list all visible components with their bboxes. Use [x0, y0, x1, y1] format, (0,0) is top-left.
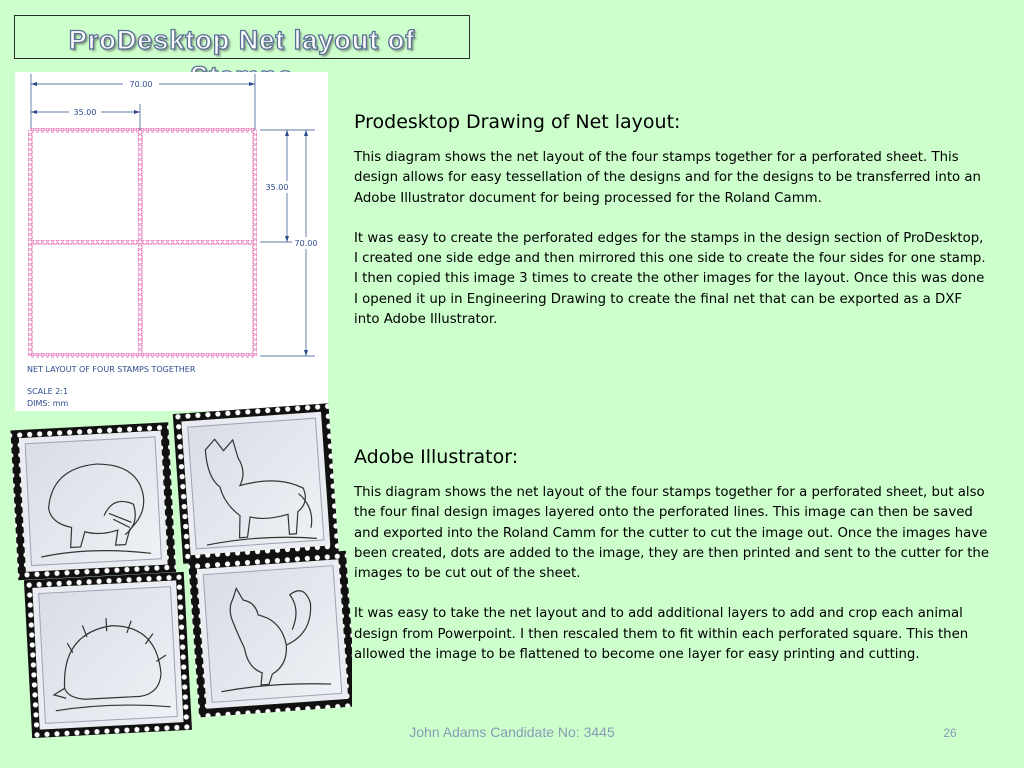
net-layout-drawing	[15, 72, 328, 411]
stamps-image	[8, 396, 352, 744]
perforation-grid	[28, 128, 257, 358]
page-number: 26	[943, 726, 957, 740]
dim-height-half: 35.00	[265, 183, 289, 192]
footer-candidate: John Adams Candidate No: 3445	[409, 724, 615, 740]
stamp-fox	[173, 403, 339, 564]
stamp-squirrel	[188, 551, 352, 718]
drawing-note-scale: SCALE 2:1	[27, 387, 69, 396]
section-illustrator	[354, 445, 990, 685]
stamp-hedgehog	[24, 572, 192, 738]
slide-title: ProDesktop Net layout of	[68, 25, 416, 55]
dim-height-total: 70.00	[294, 239, 318, 248]
section-illustrator-para1: This diagram shows the net layout of the four stamps together for a perforated sheet, but also the four final design images layered onto the perforated lines. This image can then be saved and exported into the Roland Camm for the cutter to cut the image out. Once the images have been created, dots are added to the image, they are then printed and sent to the cutter for the images to be cut out of the sheet.	[354, 485, 990, 582]
dim-width-total: 70.00	[129, 80, 153, 89]
dim-width-half: 35.00	[73, 108, 97, 117]
section-illustrator-para2: It was easy to take the net layout and to add additional layers to add and crop each animal design from Powerpoint. I then rescaled them to fit within each perforated square. This then allowed the image to be flattened to become one layer for easy printing and cutting.	[354, 606, 969, 663]
drawing-note-dims: DIMS: mm	[27, 399, 69, 408]
stamps-svg	[8, 396, 352, 744]
section-prodesktop-para1: This diagram shows the net layout of the four stamps together for a perforated sheet. This design allows for easy tessellation of the designs and for the designs to be transferred into an Adobe Illustrator document for being processed for the Roland Camm.	[354, 150, 981, 206]
section-prodesktop-heading: Prodesktop Drawing of Net layout:	[354, 111, 681, 133]
drawing-note-title: NET LAYOUT OF FOUR STAMPS TOGETHER	[27, 365, 196, 374]
net-layout-svg	[15, 72, 328, 411]
stamp-badger	[10, 422, 176, 580]
section-prodesktop-para2: It was easy to create the perforated edges for the stamps in the design section of ProDesktop, I created one side edge and then mirrored this one side to create the four sides for one stamp. I then copied this image 3 times to create the other images for the layout. Once this was done I opened it up in Engineering Drawing to create the final net that can be exported as a DXF into Adobe Illustrator.	[354, 230, 986, 328]
section-prodesktop	[354, 110, 990, 350]
section-illustrator-heading: Adobe Illustrator:	[354, 446, 519, 468]
